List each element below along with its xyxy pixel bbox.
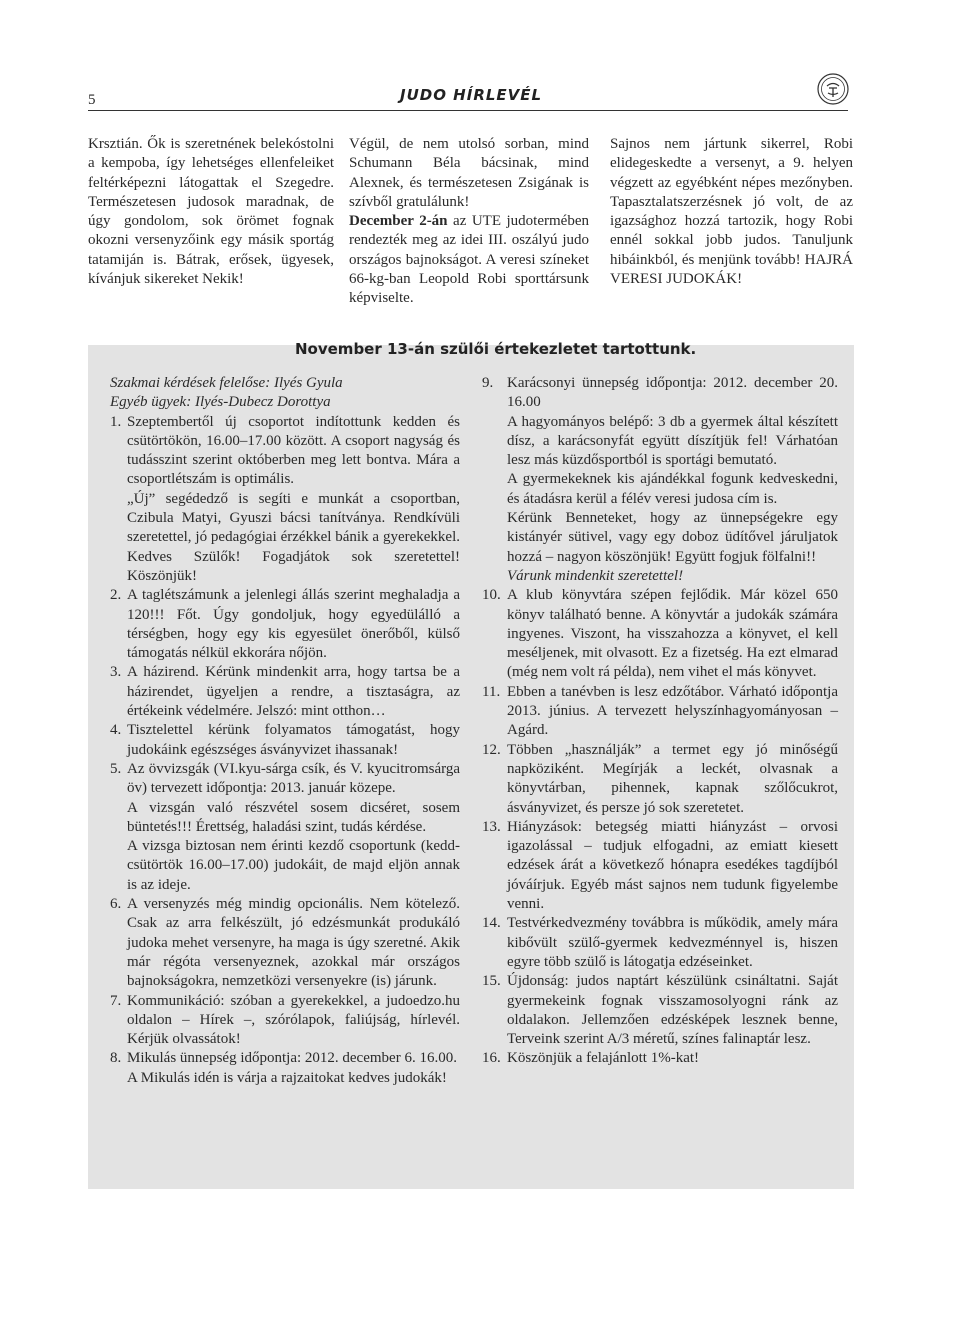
list-item-text (507, 1049, 838, 1068)
list-item-text (127, 663, 460, 721)
list-item-paragraph: A taglétszámunk a jelenlegi állás szerint meghaladja a 120!!! Főt. Úgy gondoljuk, hogy egyedülálló a térségben, hogy egy kis egyesület önerőből, külső támogatás nélkül ekkorára nőjön. (127, 587, 460, 662)
column-2-text-a: Végül, de nem utolsó sorban, mind Schumann Béla bácsinak, mind Alexnek, és természetesen Zsigának is szívből gratulálunk! (349, 136, 589, 210)
list-item-number: 6. (110, 896, 122, 913)
list-item-paragraph: Karácsonyi ünnepség időpontja: 2012. december 20. 16.00 (507, 375, 838, 411)
list-item-number: 14. (482, 915, 501, 932)
list-item-paragraph: A gyermekeknek kis ajándékkal fogunk kedveskedni, és átadásra kerül a félév veresi judosa cím is. (507, 471, 838, 507)
list-item-paragraph: Köszönjük a felajánlott 1%-kat! (507, 1050, 700, 1067)
list-item (482, 741, 838, 818)
list-item-number: 4. (110, 722, 122, 739)
meeting-left-list (110, 413, 460, 1088)
list-item-number: 5. (110, 760, 122, 777)
list-item-paragraph: Kérünk Benneteket, hogy az ünnepségekre egy kistányér sütivel, vagy egy doboz üdítővel járuljatok hozzá – nagyon köszönjük! Együtt fogjuk fölfalni!! (507, 510, 838, 565)
list-item-text (507, 374, 838, 586)
list-item-number: 2. (110, 587, 122, 604)
list-item (482, 972, 838, 1049)
article-column-2 (349, 135, 589, 309)
list-item-number: 12. (482, 741, 501, 758)
list-item-paragraph: Szeptembertől új csoportot indítottunk kedden és csütörtökön, 16.00–17.00 között. A csoport nagyság és tudásszint szerint októberben meg lett bontva. Mára a csoportlétszám is optimális. (127, 413, 460, 488)
list-item (110, 413, 460, 587)
list-item (482, 586, 838, 682)
list-item-paragraph: Mikulás ünnepség időpontja: 2012. december 6. 16.00. (127, 1050, 457, 1067)
column-2-paragraph (349, 212, 589, 308)
list-item-number: 10. (482, 587, 501, 604)
column-3-text: Sajnos nem jártunk sikerrel, Robi elidegeskedte a versenyt, a 9. helyen végzett az egyébként népes mezőnyben. Tapasztalatszerzésnek jó volt, de az igazsághoz hozzá tartozik, hogy Robi ennél sokkal jobb judos. Tanuljunk hibáinkból, és menjünk tovább! HAJRÁ VERESI JUDOKÁK! (610, 136, 853, 288)
list-item (110, 760, 460, 895)
list-item-text (507, 914, 838, 972)
list-item-paragraph: A klub könyvtára szépen fejlődik. Már közel 650 könyv található benne. A könyvtár a judokák számára ingyenes. Viszont, ha visszahozza a könyvet, el kell meséljenek, mit olvasott. Ez a fizetség. Ha ezt elmarad (még nem volt rá példa), nem vihet el más könyvet. (507, 587, 838, 681)
list-item-paragraph: Többen „használják” a termet egy jó minőségű napköziként. Megírják a leckét, olvasnak a könyvtárban, pihennek, kapnak szőlőcukrot, ásványvizet, és persze jó sok szeretetet. (507, 741, 838, 816)
list-item-paragraph: Hiányzások: betegség miatti hiányzást – orvosi igazolással – tudjuk elfogadni, az emiatt kiesett edzések árát a következő hónapra esedékes tagdíjból jóváírjuk. Egyéb mást sajnos nem tudunk figyelembe venni. (507, 818, 838, 913)
list-item-text (127, 721, 460, 760)
list-item-text (507, 741, 838, 818)
article-column-1 (88, 135, 334, 289)
article-column-3 (610, 135, 853, 289)
list-item-number: 8. (110, 1050, 122, 1067)
list-item-text (507, 683, 838, 741)
meeting-right-list (482, 374, 838, 1069)
list-item (110, 895, 460, 991)
list-item (110, 663, 460, 721)
list-item-text (127, 586, 460, 663)
list-item (110, 721, 460, 760)
column-2-date: December 2-án (349, 213, 448, 230)
meeting-right-column (482, 374, 838, 1069)
list-item-paragraph: A versenyzés még mindig opcionális. Nem kötelező. Csak az arra felkészült, jó edzésmunkát produkáló judoka mehet versenyre, ha maga is úgy szeretné. Akik már régóta versenyeznek, azokkal már országos bajnokságokra, nemzetközi versenyekre (is) járunk. (127, 896, 460, 990)
list-item-paragraph: A vizsga biztosan nem érinti kezdő csoportunk (kedd-csütörtök 16.00–17.00) judokáit, de majd eljön annak is az ideje. (127, 838, 460, 893)
masthead: JUDO HÍRLEVÉL (400, 86, 543, 104)
list-item-paragraph: Újdonság: judos naptárt készülünk csináltatni. Saját gyermekeink fognak visszamosolyogni ránk az oldalakon. Jellemzően edzésképek lesznek benne, Terveink szerint A/3 méretű, színes falinaptár lesz. (507, 973, 838, 1048)
list-item-paragraph: A Mikulás idén is várja a rajzaitokat kedves judokák! (127, 1069, 447, 1086)
list-item-number: 1. (110, 413, 122, 430)
judo-logo-icon (816, 72, 850, 106)
list-item-number: 16. (482, 1050, 501, 1067)
list-item-paragraph: Az övvizsgák (VI.kyu-sárga csík, és V. kyucitromsárga öv) tervezett időpontja: 2013. január közepe. (127, 760, 460, 797)
list-item-paragraph: Tisztelettel kérünk folyamatos támogatást, hogy judokáink egészséges ásványvizet ihassanak! (127, 722, 460, 758)
list-item-paragraph: A hagyományos belépő: 3 db a gyermek által készített dísz, a karácsonyfát együtt díszítjük fel! Várhatóan lesz más küzdősportból is sportági bemutató. (507, 413, 838, 469)
list-item-paragraph: A házirend. Kérünk mindenkit arra, hogy tartsa be a házirendet, ügyeljen a rendre, a tisztaságra, az értékeink védelmére. Jelszó: mint otthon… (127, 664, 460, 720)
list-item-text (127, 413, 460, 587)
list-item-text (127, 895, 460, 991)
list-item-number: 7. (110, 992, 122, 1009)
list-item (482, 1049, 838, 1068)
list-item (110, 992, 460, 1050)
meeting-box-title: November 13-án szülői értekezletet tartottunk. (295, 340, 697, 358)
list-item (482, 914, 838, 972)
list-item-number: 3. (110, 664, 122, 681)
column-2-text-c: az UTE judotermében rendezték meg az idei III. oszályú judo országos bajnokságot. A veresi színeket 66-kg-ban Leopold Robi sporttársunk képviselte. (349, 213, 589, 307)
header-rule (88, 110, 848, 111)
list-item-number: 9. (482, 375, 494, 391)
list-item-text (127, 1049, 460, 1088)
contact-line: Egyéb ügyek: Ilyés-Dubecz Dorottya (110, 394, 331, 411)
list-item (110, 1049, 460, 1088)
list-item-text (507, 972, 838, 1049)
list-item-text (507, 818, 838, 914)
list-item-number: 15. (482, 973, 501, 990)
list-item (482, 374, 838, 586)
list-item-paragraph: „Új” segédedző is segíti e munkát a csoportban, Czibula Matyi, Gyuszi bácsi tanítványa. Rendkívüli szeretettel, jó pedagógiai érzékkel bánik a gyerekekkel. Kedves Szülők! Fogadjátok sok szeretettel! Köszönjük! (127, 490, 460, 584)
list-item-paragraph: Ebben a tanévben is lesz edzőtábor. Várható időpontja 2013. június. A tervezett helyszínhagyományosan – Agárd. (507, 683, 838, 739)
column-1-text: Krsztián. Ők is szeretnének belekóstolni a kempoba, így lehetséges ellenfeleiket feltérképezni látogattak el Szegedre. Természetesen judosok maradnak, de úgy gondolom, sok örömet fognak okozni versenyzőink egy másik sportág tatamiján is. Bátrak, erősek, ügyesek, kívánjuk sikereket Nekik! (88, 136, 334, 288)
list-item (482, 818, 838, 914)
list-item (110, 586, 460, 663)
list-item-paragraph: Testvérkedvezmény továbbra is működik, amely mára kibővült szülő-gyermek kedvezménnyel is, hiszen egyre több szülő is látogatja edzéseinket. (507, 915, 838, 970)
meeting-left-column (110, 374, 460, 1088)
list-item-text (127, 992, 460, 1050)
list-item-number: 11. (482, 683, 501, 700)
list-item-text (127, 760, 460, 895)
contact-line: Szakmai kérdések felelőse: Ilyés Gyula (110, 375, 343, 391)
list-item-number: 13. (482, 818, 501, 835)
list-item-paragraph: A vizsgán való részvétel sosem dicséret, sosem büntetés!!! Érettség, haladási szint, tudás kérdése. (127, 799, 460, 835)
list-item-italic-note: Várunk mindenkit szeretettel! (507, 567, 684, 584)
list-item-paragraph: Kommunikáció: szóban a gyerekekkel, a judoedzo.hu oldalon – Hírek –, szórólapok, faliújság, hírlevél. Kérjük olvassátok! (127, 992, 460, 1048)
page-number: 5 (88, 92, 96, 108)
list-item (482, 683, 838, 741)
list-item-text (507, 586, 838, 682)
